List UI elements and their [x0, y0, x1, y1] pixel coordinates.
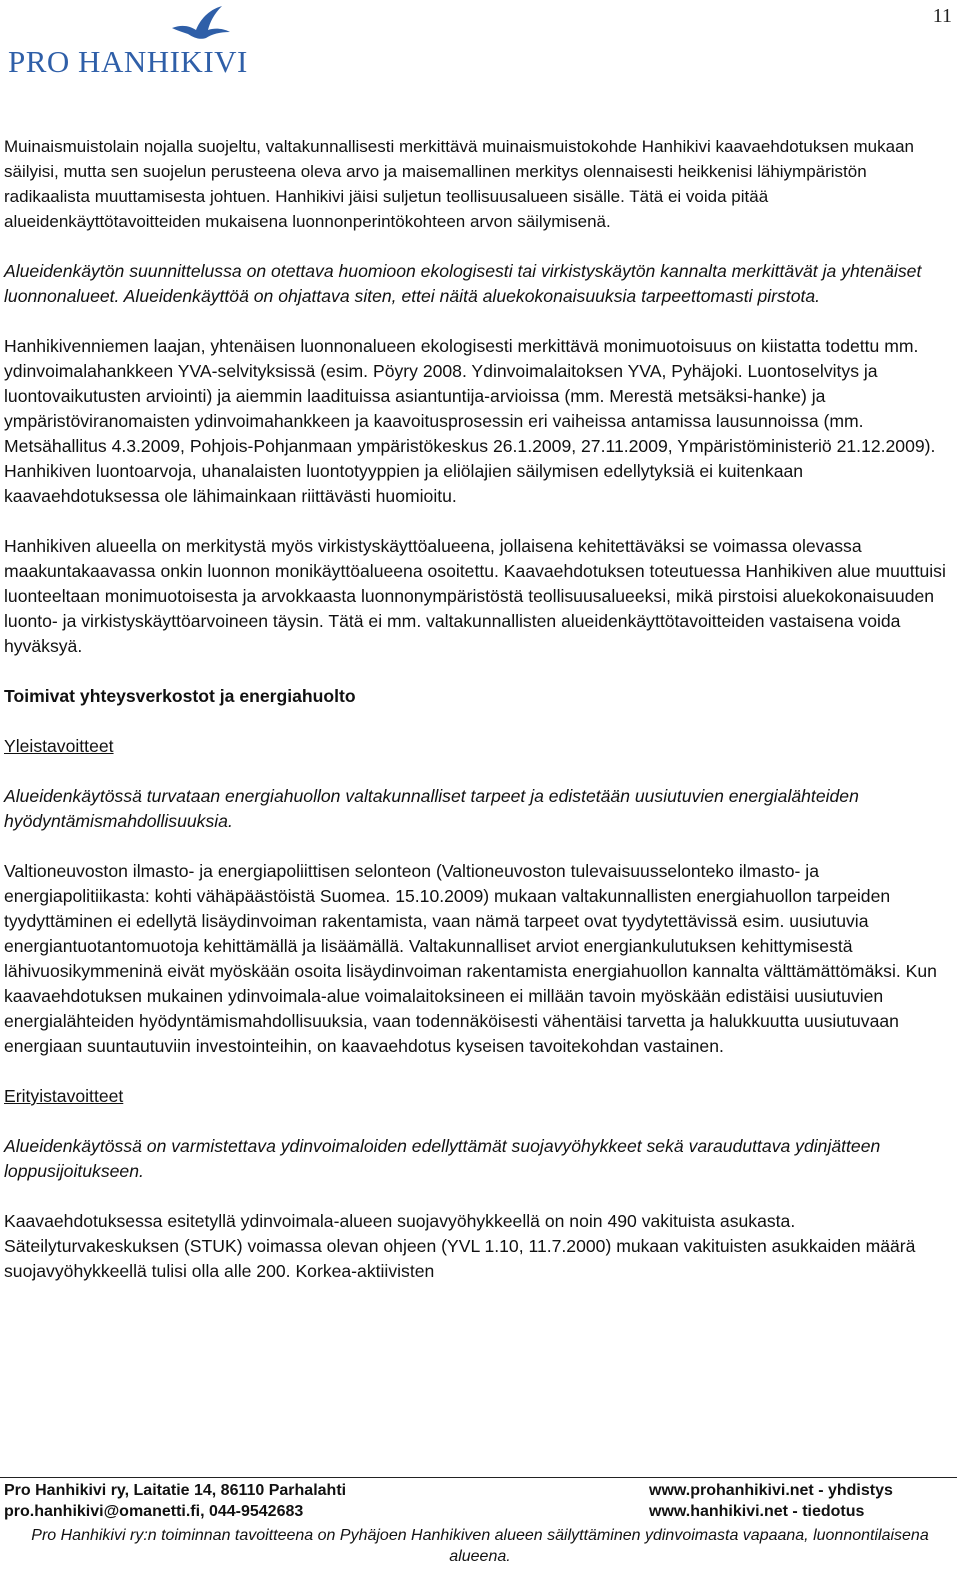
subheading-general: Yleistavoitteet — [4, 736, 114, 756]
footer — [0, 1477, 960, 1572]
logo — [6, 6, 276, 78]
paragraph-4: Hanhikiven alueella on merkitystä myös virkistyskäyttöalueena, jollaisena kehitettäväksi se voimassa olevassa maakuntakaavassa onkin luonnon monikäyttöalueena osoitettu. Kaavaehdotuksen toteutuessa Hanhikiven alue muuttuisi luonteeltaan monimuotoisesta ja arvokkaasta luonnonympäristöstä teollisuusalueeksi, mikä pirstoisi aluekokonaisuuden luonto- ja virkistyskäyttöarvoineen täysin. Tätä ei mm. valtakunnallisten alueidenkäyttötavoitteiden vastaisena voida hyväksyä. — [4, 536, 946, 656]
paragraph-7-goal: Alueidenkäytössä on varmistettava ydinvoimaloiden edellyttämät suojavyöhykkeet sekä varauduttava ydinjätteen loppusijoitukseen. — [4, 1136, 881, 1181]
paragraph-6: Valtioneuvoston ilmasto- ja energiapoliittisen selonteon (Valtioneuvoston tulevaisuusselonteko ilmasto- ja energiapolitiikasta: kohti vähäpäästöistä Suomea. 15.10.2009) mukaan valtakunnallisten energiahuollon tarpeiden tyydyttäminen ei edellytä lisäydinvoiman rakentamista, vaan nämä tarpeet ovat tyydytettävissä esim. uusiutuvia energiantuotantomuotoja kehittämällä ja lisäämällä. Valtakunnalliset arviot energiankulutuksen kehittymisestä lähivuosikymmeninä eivät myöskään osoita lisäydinvoiman rakentamista energiahuollon kannalta välttämättömäksi. Kun kaavaehdotuksen mukainen ydinvoimala-alue voimalaitoksineen ei millään tavoin myöskään edistäisi uusiutuvien energialähteiden hyödyntämismahdollisuuksia, vaan todennäköisesti vähentäisi tarvetta ja halukkuutta uusiutuvaan energiaan suuntautuviin investointeihin, on kaavaehdotus kyseisen tavoitekohdan vastainen. — [4, 861, 937, 1056]
bird-icon — [170, 6, 234, 46]
subheading-specific: Erityistavoitteet — [4, 1086, 124, 1106]
paragraph-3: Hanhikivenniemen laajan, yhtenäisen luonnonalueen ekologisesti merkittävä monimuotoisuus on kiistatta todettu mm. ydinvoimalahankkeen YVA-selvityksissä (esim. Pöyry 2008. Ydinvoimalaitoksen YVA, Pyhäjoki. Luontoselvitys ja luontovaikutusten arviointi) ja aiemmin laadituissa asiantuntija-arvioissa (mm. Merestä metsäksi-hanke) ja ympäristöviranomaisten ydinvoimahankkeen ja kaavoitusprosessin eri vaiheissa antamissa lausunnoissa (mm. Metsähallitus 4.3.2009, Pohjois-Pohjanmaan ympäristökeskus 26.1.2009, 27.11.2009, Ympäristöministeriö 21.12.2009). Hanhikiven luontoarvoja, uhanalaisten luontotyyppien ja eliölajien säilymisen edellytyksiä ei kuitenkaan kaavaehdotuksessa ole lähimainkaan riittävästi huomioitu. — [4, 336, 936, 506]
footer-web-news[interactable]: www.hanhikivi.net - tiedotus — [649, 1503, 865, 1520]
paragraph-1: Muinaismuistolain nojalla suojeltu, valtakunnallisesti merkittävä muinaismuistokohde Hanhikivi kaavaehdotuksen mukaan säilyisi, mutta sen suojelun perusteena oleva arvo ja maisemallinen merkitys olennaisesti heikkenisi lähiympäristön radikaalista muuttamisesta johtuen. Hanhikivi jäisi suljetun teollisuusalueen sisälle. Tätä ei voida pitää alueidenkäyttötavoitteiden mukaisena luonnonperintökohteen arvon säilymisenä. — [4, 137, 914, 231]
logo-text: PRO HANHIKIVI — [8, 44, 248, 79]
footer-address: Pro Hanhikivi ry, Laitatie 14, 86110 Parhalahti — [4, 1482, 347, 1499]
document-body — [4, 134, 949, 1309]
footer-mission: Pro Hanhikivi ry:n toiminnan tavoitteena on Pyhäjoen Hanhikiven alueen säilyttäminen ydinvoimasta vapaana, luonnontilaisena alueena. — [31, 1527, 929, 1565]
paragraph-5-goal: Alueidenkäytössä turvataan energiahuollon valtakunnalliset tarpeet ja edistetään uusiutuvien energialähteiden hyödyntämismahdollisuuksia. — [4, 786, 859, 831]
paragraph-2-goal: Alueidenkäytön suunnittelussa on otettava huomioon ekologisesti tai virkistyskäytön kannalta merkittävät ja yhtenäiset luonnonalueet. Alueidenkäyttöä on ohjattava siten, ettei näitä aluekokonaisuuksia tarpeettomasti pirstota. — [4, 261, 922, 306]
footer-contact: pro.hanhikivi@omanetti.fi, 044-9542683 — [4, 1503, 304, 1520]
footer-web-association[interactable]: www.prohanhikivi.net - yhdistys — [649, 1482, 893, 1499]
footer-divider — [0, 1477, 957, 1478]
paragraph-8: Kaavaehdotuksessa esitetyllä ydinvoimala-alueen suojavyöhykkeellä on noin 490 vakituista asukasta. Säteilyturvakeskuksen (STUK) voimassa olevan ohjeen (YVL 1.10, 11.7.2000) mukaan vakituisten asukkaiden määrä suojavyöhykkeellä tulisi olla alle 200. Korkea-aktiivisten — [4, 1211, 916, 1281]
page-number: 11 — [932, 5, 952, 27]
section-heading: Toimivat yhteysverkostot ja energiahuolto — [4, 686, 356, 706]
